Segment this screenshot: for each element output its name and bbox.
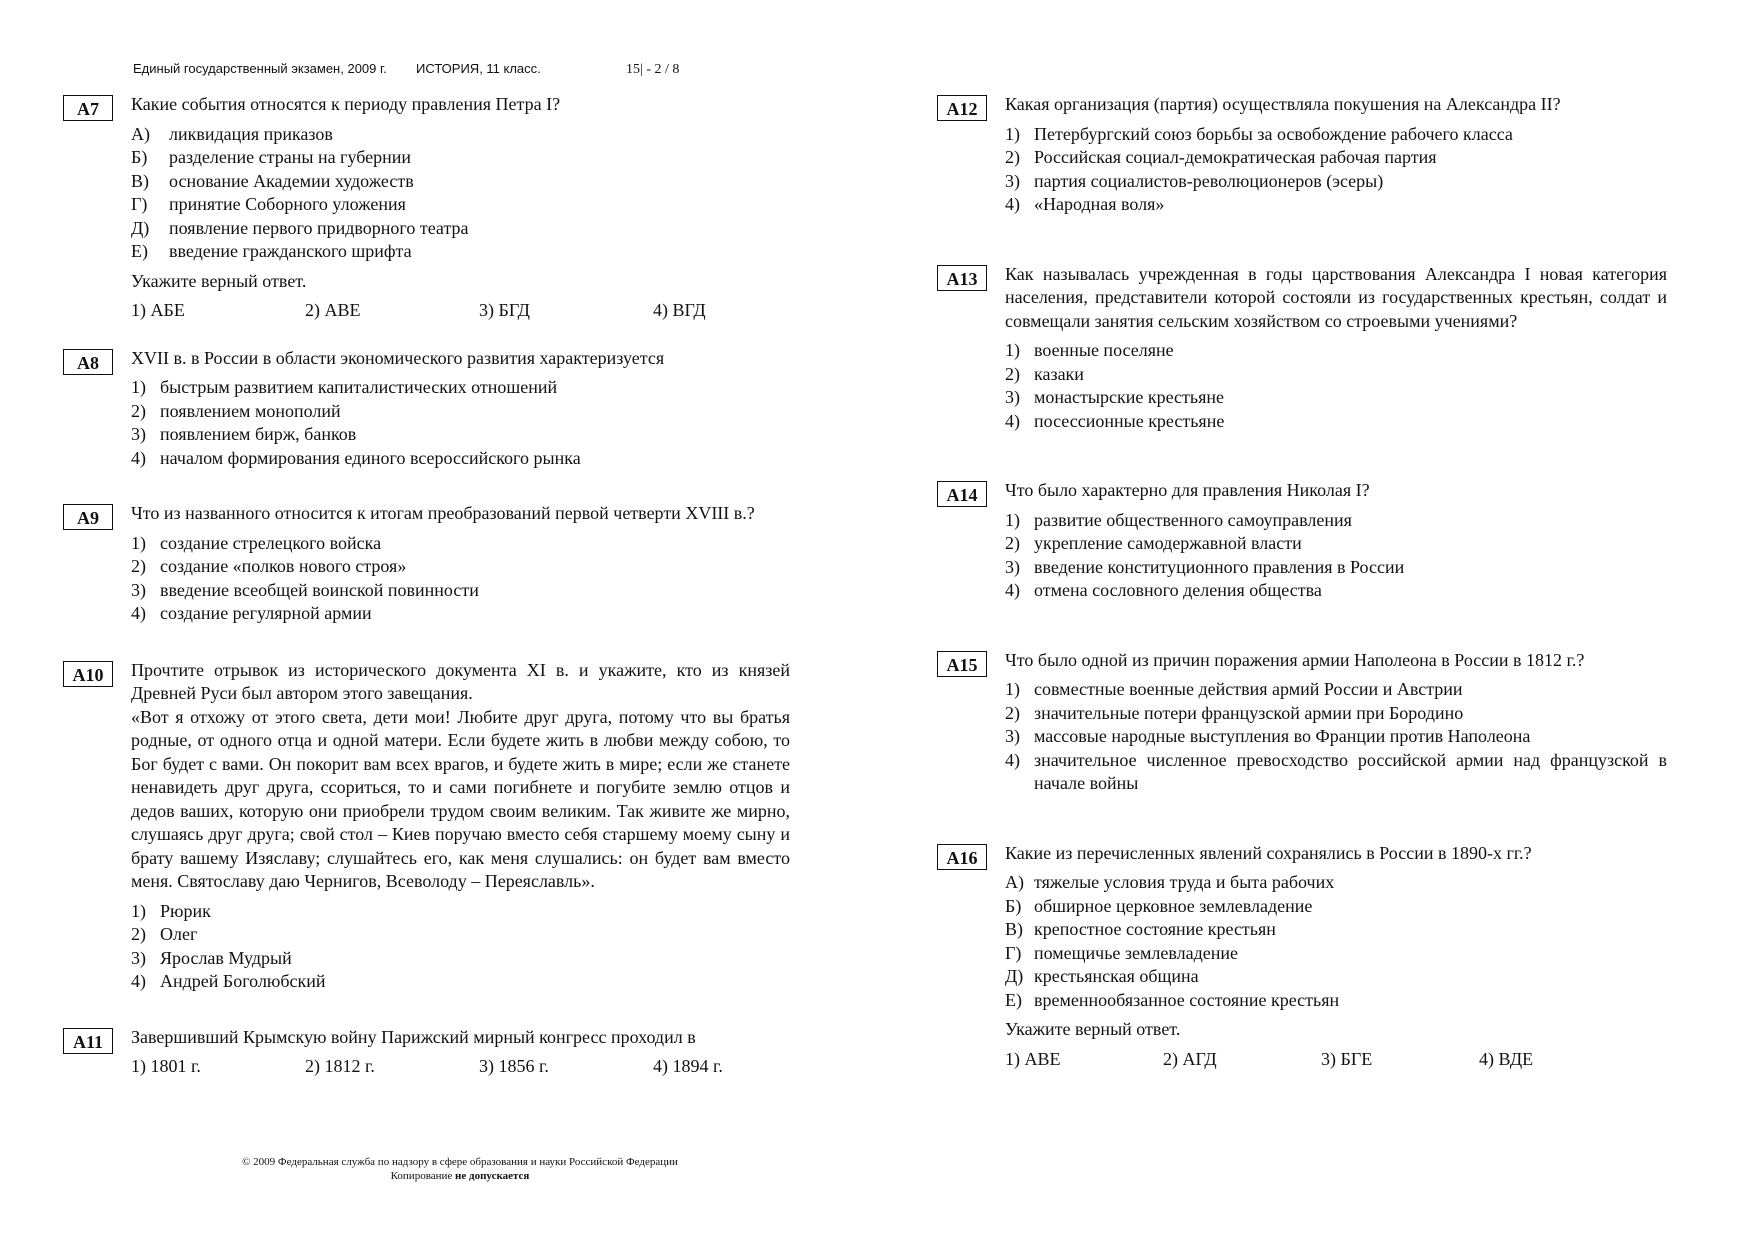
option-item: А) тяжелые условия труда и быта рабочих xyxy=(1005,872,1335,892)
page-header xyxy=(133,61,679,78)
answer-choices xyxy=(131,299,790,323)
question-text: Какие из перечисленных явлений сохранялись в России в 1890-х гг.? xyxy=(1005,842,1532,863)
answer-choice: 2) АВЕ xyxy=(305,300,361,320)
option-item: 3) Ярослав Мудрый xyxy=(131,947,292,968)
option-item: 2) укрепление самодержавной власти xyxy=(1005,533,1302,553)
option-list xyxy=(131,376,790,470)
option-item: 2) появлением монополий xyxy=(131,400,341,421)
option-item: 4) Андрей Боголюбский xyxy=(131,971,326,991)
answer-choice: 1) АБЕ xyxy=(131,300,185,320)
answer-choice: 1) 1801 г. xyxy=(131,1056,201,1076)
question-a13 xyxy=(937,263,1667,434)
option-item: 2) создание «полков нового строя» xyxy=(131,556,407,576)
question-number: A9 xyxy=(63,504,113,530)
option-item: Д) появление первого придворного театра xyxy=(131,217,469,238)
right-column xyxy=(937,93,1667,1071)
question-number: A8 xyxy=(63,349,113,375)
answer-choice: 3) БГД xyxy=(479,300,530,320)
question-number: A7 xyxy=(63,95,113,121)
answer-choice: 2) 1812 г. xyxy=(305,1056,375,1076)
question-number: A16 xyxy=(937,844,987,870)
option-item: Е) введение гражданского шрифта xyxy=(131,241,412,261)
question-number: A11 xyxy=(63,1028,113,1054)
question-a8 xyxy=(63,347,790,471)
answer-choice: 3) БГЕ xyxy=(1321,1048,1373,1069)
option-item: 2) значительные потери французской армии при Бородино xyxy=(1005,702,1464,723)
option-item: 1) создание стрелецкого войска xyxy=(131,532,382,553)
option-item: Г) помещичье землевладение xyxy=(1005,942,1239,963)
option-item: В) крепостное состояние крестьян xyxy=(1005,919,1276,939)
answer-choice: 4) 1894 г. xyxy=(653,1056,723,1076)
question-text: Как называлась учрежденная в годы царствования Александра I новая категория населения, представители которой состояли из государственных крестьян, солдат и совмещали занятия сельским хозяйством со строевыми учениями? xyxy=(1005,263,1667,331)
question-a12 xyxy=(937,93,1667,217)
option-list xyxy=(1005,509,1667,603)
question-text: Что было характерно для правления Николая I? xyxy=(1005,480,1370,500)
question-a7 xyxy=(63,93,790,323)
answer-choice: 2) АГД xyxy=(1163,1048,1217,1069)
left-column xyxy=(63,93,790,1079)
option-item: 1) Петербургский союз борьбы за освобождение рабочего класса xyxy=(1005,123,1513,144)
option-item: 3) партия социалистов-революционеров (эсеры) xyxy=(1005,170,1384,191)
question-text: Какие события относятся к периоду правления Петра I? xyxy=(131,94,561,114)
copyright-notice: © 2009 Федеральная служба по надзору в сфере образования и науки Российской Федерации xyxy=(242,1156,678,1168)
question-text: Завершивший Крымскую войну Парижский мирный конгресс проходил в xyxy=(131,1026,696,1047)
exam-title: Единый государственный экзамен, 2009 г. xyxy=(133,61,387,76)
option-item: 2) казаки xyxy=(1005,363,1084,384)
page-number: 15| - 2 / 8 xyxy=(626,62,680,77)
answer-choices xyxy=(131,1055,790,1079)
option-list xyxy=(1005,871,1667,1012)
option-list xyxy=(1005,339,1667,433)
option-item: 4) началом формирования единого всероссийского рынка xyxy=(131,447,581,468)
option-item: 1) Рюрик xyxy=(131,900,211,921)
question-a11 xyxy=(63,1026,790,1079)
answer-instruction: Укажите верный ответ. xyxy=(131,270,307,291)
question-text: Какая организация (партия) осуществляла покушения на Александра II? xyxy=(1005,94,1561,114)
option-item: Б) обширное церковное землевладение xyxy=(1005,895,1313,916)
question-a16 xyxy=(937,842,1667,1072)
option-list xyxy=(131,123,790,264)
option-item: 1) совместные военные действия армий России и Австрии xyxy=(1005,679,1463,699)
option-item: 3) появлением бирж, банков xyxy=(131,424,357,444)
subject-title: ИСТОРИЯ, 11 класс. xyxy=(416,61,541,76)
question-number: A12 xyxy=(937,95,987,121)
question-number: A15 xyxy=(937,651,987,677)
option-item: Д) крестьянская община xyxy=(1005,966,1199,986)
option-item: 3) введение всеобщей воинской повинности xyxy=(131,579,479,600)
answer-choice: 4) ВГД xyxy=(653,300,706,320)
question-text: Что из названного относится к итогам преобразований первой четверти XVIII в.? xyxy=(131,503,755,523)
option-item: 2) Российская социал-демократическая рабочая партия xyxy=(1005,147,1437,167)
option-item: В) основание Академии художеств xyxy=(131,170,414,191)
option-item: 3) массовые народные выступления во Франции против Наполеона xyxy=(1005,726,1531,746)
option-item: 1) военные поселяне xyxy=(1005,340,1174,360)
answer-choice: 4) ВДЕ xyxy=(1479,1048,1534,1069)
option-item: Б) разделение страны на губернии xyxy=(131,147,412,167)
option-item: 4) значительное численное превосходство российской армии над французской в начале войны xyxy=(1005,749,1667,793)
answer-choice: 3) 1856 г. xyxy=(479,1056,549,1076)
option-item: 3) монастырские крестьяне xyxy=(1005,387,1224,407)
option-item: 4) отмена сословного деления общества xyxy=(1005,580,1322,600)
question-a10 xyxy=(63,659,790,994)
option-list xyxy=(131,900,790,994)
option-item: 1) развитие общественного самоуправления xyxy=(1005,509,1352,530)
question-a15 xyxy=(937,649,1667,796)
option-item: 4) посессионные крестьяне xyxy=(1005,410,1225,431)
option-item: 4) создание регулярной армии xyxy=(131,603,372,623)
option-item: 4) «Народная воля» xyxy=(1005,194,1165,214)
question-text: Что было одной из причин поражения армии Наполеона в России в 1812 г.? xyxy=(1005,649,1585,670)
option-item: 1) быстрым развитием капиталистических отношений xyxy=(131,377,558,397)
answer-instruction: Укажите верный ответ. xyxy=(1005,1019,1181,1039)
option-item: 3) введение конституционного правления в России xyxy=(1005,556,1405,577)
option-item: Е) временнообязанное состояние крестьян xyxy=(1005,989,1340,1010)
option-list xyxy=(1005,678,1667,796)
option-item: 2) Олег xyxy=(131,924,198,944)
copy-restriction: Копирование не допускается xyxy=(390,1170,530,1182)
document-excerpt: «Вот я отхожу от этого света, дети мои! Любите друг друга, потому что вы братья родные, от одного отца и одной матери. Если будете жить в любви между собою, то Бог будет с вами. Он покорит вам всех врагов, и будете жить в мире; если же станете ненавидеть друг друга, ссориться, то и сами погибнете и погубите землю отцов и дедов ваших, которую они приобрели трудом своим великим. Так живите же мирно, слушаясь друг друга; свой стол – Киев поручаю вместо себя старшему моему сыну и брату вашему Изяславу; слушайтесь его, как меня слушались: он будет вам вместо меня. Святославу даю Чернигов, Всеволоду – Переяславль». xyxy=(131,706,790,891)
option-item: Г) принятие Соборного уложения xyxy=(131,194,406,214)
page-footer xyxy=(170,1155,750,1183)
option-list xyxy=(131,532,790,626)
question-a14 xyxy=(937,479,1667,603)
option-list xyxy=(1005,123,1667,217)
question-number: A14 xyxy=(937,481,987,507)
option-item: А) ликвидация приказов xyxy=(131,123,333,144)
answer-choices xyxy=(1005,1048,1667,1072)
question-text: Прочтите отрывок из исторического документа XI в. и укажите, кто из князей Древней Руси был автором этого завещания. xyxy=(131,659,790,703)
question-a9 xyxy=(63,502,790,626)
question-number: A10 xyxy=(63,661,113,687)
question-text: XVII в. в России в области экономического развития характеризуется xyxy=(131,347,665,368)
answer-choice: 1) АВЕ xyxy=(1005,1048,1061,1069)
question-number: A13 xyxy=(937,265,987,291)
